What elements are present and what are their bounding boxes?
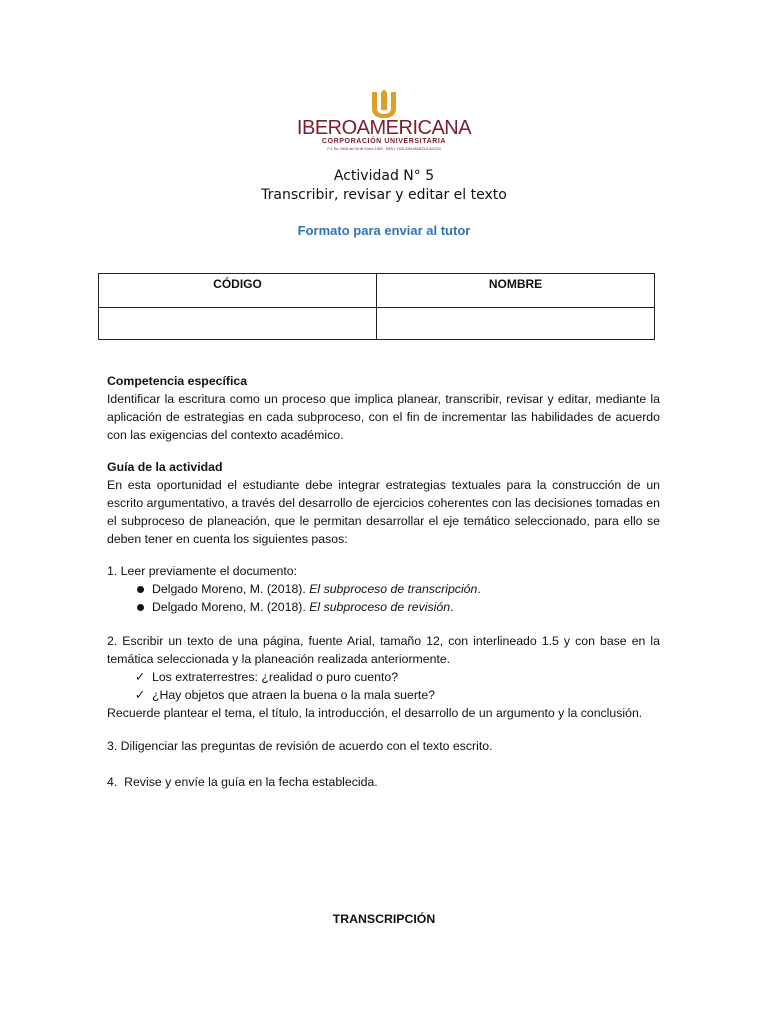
codigo-cell[interactable] — [99, 308, 377, 340]
list-item — [107, 598, 660, 616]
reading-author: Delgado Moreno, M. (2018). — [152, 582, 310, 596]
transcripcion-heading: TRANSCRIPCIÓN — [332, 912, 436, 926]
checkmark-icon: ✓ — [134, 688, 146, 702]
reading-end: . — [477, 582, 481, 596]
step-1-label: 1. Leer previamente el documento: — [107, 564, 298, 578]
guia-text: En esta oportunidad el estudiante debe integrar estrategias textuales para la construcción de un escrito argumentativo, a través del desarrollo de ejercicios coherentes con las decisiones tomadas en el subproceso de planeación, que le permitan desarrollar el eje temático seleccionado, para ello se deben tener en cuenta los siguientes pasos: — [107, 478, 660, 546]
step-3-label: 3. Diligenciar las preguntas de revisión de acuerdo con el texto escrito. — [107, 739, 493, 753]
list-item — [107, 580, 660, 598]
topic-options-list — [107, 668, 660, 704]
logo-brand: IBEROAMERICANA — [296, 117, 472, 139]
logo-fine-print: P.J. No. 9408 del 06 de Enero 1983 - MEN | VIGILADA MINEDUCACIÓN — [327, 147, 441, 151]
step-3-section — [107, 737, 660, 755]
checkmark-icon: ✓ — [134, 670, 146, 684]
reading-author: Delgado Moreno, M. (2018). — [152, 600, 310, 614]
activity-name-title: Transcribir, revisar y editar el texto — [261, 187, 507, 203]
codigo-header: CÓDIGO — [99, 274, 377, 308]
step-2-label: 2. Escribir un texto de una página, fuente Arial, tamaño 12, con interlineado 1.5 y con base en la temática seleccionada y la planeación realizada anteriormente. — [107, 634, 660, 666]
table-input-row — [99, 308, 655, 340]
bullet-icon — [133, 598, 147, 616]
activity-number-title: Actividad N° 5 — [333, 168, 435, 184]
step-4-label: 4. Revise y envíe la guía en la fecha establecida. — [107, 775, 378, 789]
guia-heading: Guía de la actividad — [107, 460, 223, 474]
reading-end: . — [450, 600, 454, 614]
reading-title: El subproceso de transcripción — [309, 582, 478, 596]
topic-option: ¿Hay objetos que atraen la buena o la mala suerte? — [152, 688, 436, 702]
competencia-heading: Competencia específica — [107, 374, 248, 388]
nombre-cell[interactable] — [377, 308, 655, 340]
step-2-note: Recuerde plantear el tema, el título, la introducción, el desarrollo de un argumento y la conclusión. — [107, 706, 643, 720]
step-1-section — [107, 562, 660, 616]
nombre-header: NOMBRE — [377, 274, 655, 308]
format-subtitle: Formato para enviar al tutor — [297, 223, 471, 238]
list-item — [107, 686, 660, 704]
topic-option: Los extraterrestres: ¿realidad o puro cuento? — [152, 670, 399, 684]
step-4-section — [107, 773, 660, 791]
student-info-table — [98, 273, 655, 340]
step-2-section — [107, 632, 660, 722]
iberoamericana-logo — [296, 90, 472, 156]
competencia-text: Identificar la escritura como un proceso que implica planear, transcribir, revisar y editar, mediante la aplicación de estrategias en cada subproceso, con el fin de incrementar las habilidades de acuerdo con las exigencias del contexto académico. — [107, 392, 660, 442]
table-header-row — [99, 274, 655, 308]
guia-section — [107, 458, 660, 548]
logo-subtitle: CORPORACIÓN UNIVERSITARIA — [321, 138, 447, 145]
reading-list — [107, 580, 660, 616]
list-item — [107, 668, 660, 686]
bullet-icon — [133, 580, 147, 598]
competencia-section — [107, 372, 660, 444]
reading-title: El subproceso de revisión — [309, 600, 451, 614]
